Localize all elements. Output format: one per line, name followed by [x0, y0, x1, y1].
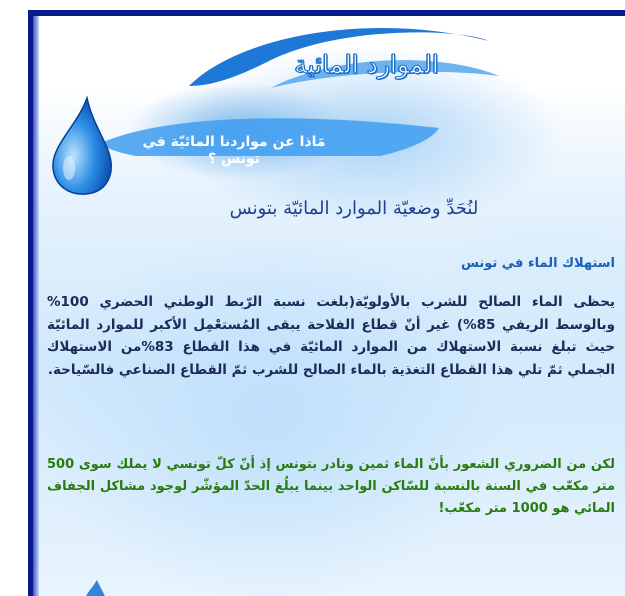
paragraph-water-consumption: يحظى الماء الصالح للشرب بالأولويّة(بلغت نسبة الرّبط الوطني الحضري 100% وبالوسط الريفي 85%) غير أنّ قطاع الفلاحة يبقى المُستعْمِل الأكبر للموارد المائيّة حيث تبلغ نسبة الاستهلاك من الموارد المائيّة في هذا القطاع 83%من الاستهلاك الجملي ثمّ تلي هذا القطاع التغذية بالماء الصالح للشرب ثمّ القطاع الصناعي فالسّياحة. — [47, 294, 615, 378]
document-page — [39, 16, 625, 596]
section-heading: استهلاك الماء في تونس — [460, 256, 615, 271]
paragraph-water-scarcity: لكن من الضروري الشعور بأنّ الماء ثمين ونادر بتونس إذ أنّ كلّ تونسي لا يملك سوى 500 متر مكعّب في السنة بالنسبة للسّاكن الواحد بينما يبلُغ الحدّ المؤشّر لوجود مشاكل الجفاف المائي هو 1000 متر مكعّب! — [47, 457, 615, 516]
section-question: مَاذا عن مواردنا المائيّة في تونس ؟ — [142, 134, 326, 167]
water-drop-icon — [47, 96, 117, 196]
page-subtitle: لنُحَدِّ وضعيّة الموارد المائيّة بتونس — [229, 198, 479, 219]
page-title: الموارد المائية — [294, 50, 439, 79]
small-water-drop-icon — [79, 578, 109, 596]
